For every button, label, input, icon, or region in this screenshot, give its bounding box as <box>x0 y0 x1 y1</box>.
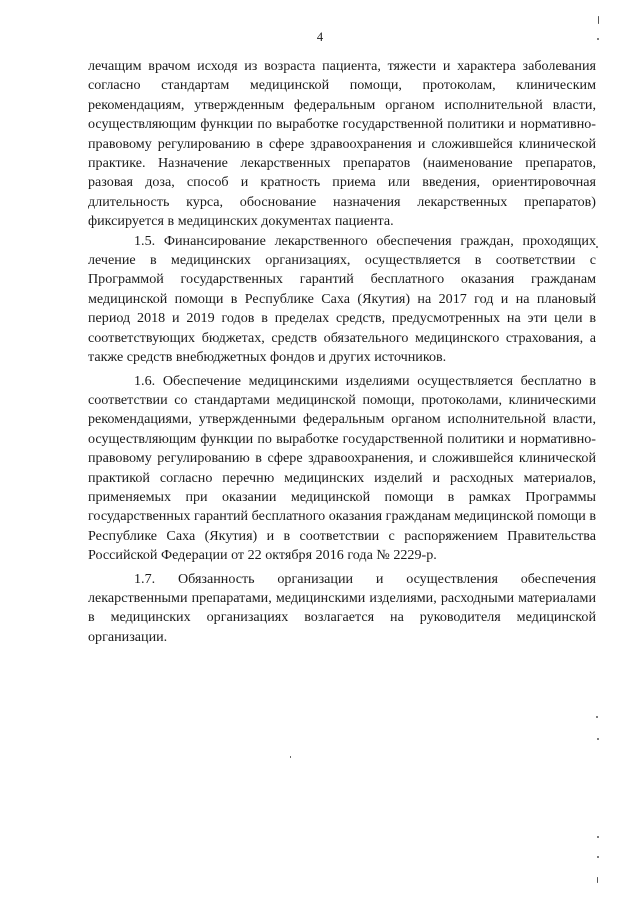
page-number: 4 <box>316 30 324 44</box>
paragraph-continuation: лечащим врачом исходя из возраста пациента, тяжести и характера заболевания согласно стандартам медицинской помощи, протоколам, клиническим рекомендациям, утвержденным федеральным органом исполнительной власти, осуществляющим функции по выработке государственной политики и нормативно-правовому регулированию в сфере здравоохранения и сложившейся клинической практике. Назначение лекарственных препаратов (наименование препаратов, разовая доза, способ и кратность приема или введения, ориентировочная длительность курса, обоснование назначения лекарственных препаратов) фиксируется в медицинских документах пациента. <box>88 58 596 230</box>
scan-artifact-mark <box>290 756 291 758</box>
scan-artifact-mark <box>596 246 598 248</box>
scan-artifact-mark <box>596 716 598 718</box>
paragraph-1-6: 1.6. Обеспечение медицинскими изделиями осуществляется бесплатно в соответствии со стандартами медицинской помощи, протоколами, клиническими рекомендациями, утвержденными федеральным органом исполнительной власти, осуществляющим функции по выработке государственной политики и нормативно-правовому регулированию в сфере здравоохранения, и сложившейся клинической практикой согласно перечню медицинских изделий и расходных материалов, применяемых при оказании медицинской помощи в рамках Программы государственных гарантий бесплатного оказания гражданам медицинской помощи в Республике Саха (Якутия) и в соответствии с распоряжением Правительства Российской Федерации от 22 октября 2016 года № 2229-р. <box>88 372 596 564</box>
scan-artifact-mark <box>597 856 599 858</box>
document-body <box>88 57 596 647</box>
scan-artifact-mark <box>597 877 598 883</box>
scan-artifact-mark <box>597 836 599 838</box>
scan-artifact-mark <box>597 38 599 40</box>
paragraph-1-5: 1.5. Финансирование лекарственного обеспечения граждан, проходящих лечение в медицинских организациях, осуществляется в соответствии с Программой государственных гарантий бесплатного оказания гражданам медицинской помощи в Республике Саха (Якутия) на 2017 год и на плановый период 2018 и 2019 годов в пределах средств, предусмотренных на эти цели в соответствующих бюджетах, средств обязательного медицинского страхования, а также средств внебюджетных фондов и других источников. <box>88 232 596 366</box>
paragraph-1-7: 1.7. Обязанность организации и осуществления обеспечения лекарственными препаратами, медицинскими изделиями, расходными материалами в медицинских организациях возлагается на руководителя медицинской организации. <box>88 570 596 645</box>
scan-artifact-mark <box>598 16 599 24</box>
scan-artifact-mark <box>597 738 599 740</box>
